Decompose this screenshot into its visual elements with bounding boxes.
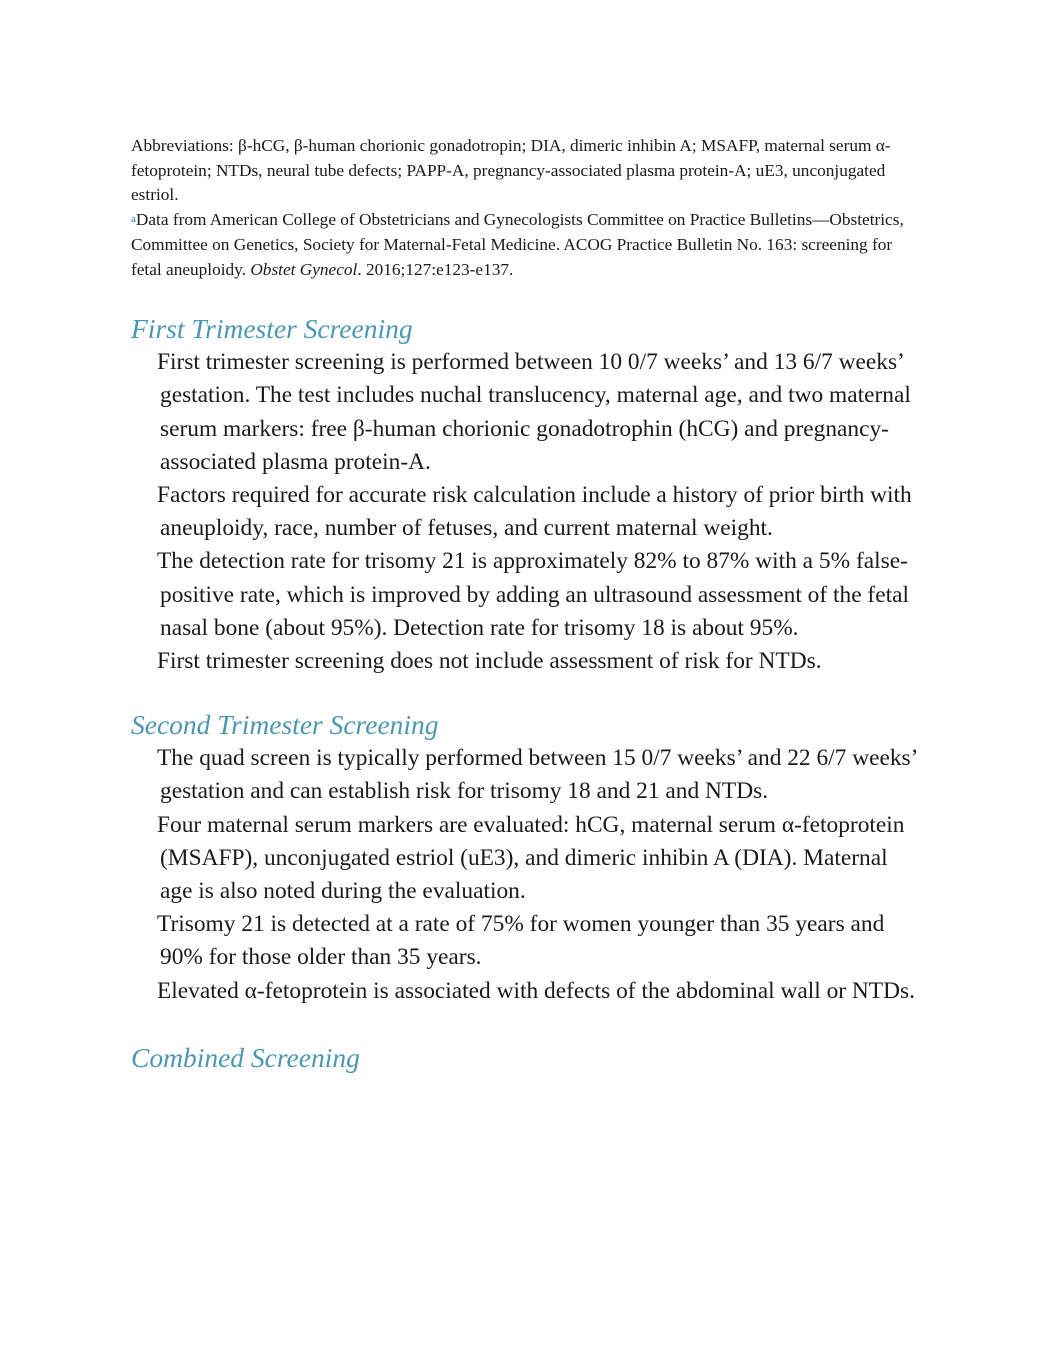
list-item: The detection rate for trisomy 21 is approximately 82% to 87% with a 5% false-positive rate, which is improved by adding an ultrasound assessment of the fetal nasal bone (about 95%). Detection rate for trisomy 18 is about 95%. xyxy=(157,548,909,641)
list-item: Trisomy 21 is detected at a rate of 75% for women younger than 35 years and 90% for those older than 35 years. xyxy=(157,911,885,971)
bullet-list xyxy=(131,346,921,678)
list-item: First trimester screening is performed between 10 0/7 weeks’ and 13 6/7 weeks’ gestation. The test includes nuchal translucency, maternal age, and two maternal serum markers: free β-human chorionic gonadotrophin (hCG) and pregnancy-associated plasma protein-A. xyxy=(157,349,911,475)
list-item: First trimester screening does not include assessment of risk for NTDs. xyxy=(157,648,822,675)
footnote-journal: Obstet Gynecol xyxy=(250,259,358,279)
section-combined xyxy=(131,1041,921,1075)
section-first-trimester xyxy=(131,312,921,678)
source-footnote xyxy=(131,208,921,282)
bullet-list xyxy=(131,742,921,1008)
abbreviations-note: Abbreviations: β-hCG, β-human chorionic gonadotropin; DIA, dimeric inhibin A; MSAFP, maternal serum α-fetoprotein; NTDs, neural tube defects; PAPP-A, pregnancy-associated plasma protein-A; uE3, unconjugated estriol. xyxy=(131,136,891,205)
list-item: The quad screen is typically performed between 15 0/7 weeks’ and 22 6/7 weeks’ gestation and can establish risk for trisomy 18 and 21 and NTDs. xyxy=(157,745,917,805)
footnote-citation: . 2016;127:e123-e137. xyxy=(357,259,514,279)
section-heading: Combined Screening xyxy=(131,1041,360,1073)
table-footnotes xyxy=(131,134,921,282)
document-page xyxy=(131,134,921,1075)
footnote-marker: a xyxy=(131,213,136,226)
section-second-trimester xyxy=(131,708,921,1008)
section-heading: First Trimester Screening xyxy=(131,313,413,345)
list-item: Four maternal serum markers are evaluated: hCG, maternal serum α-fetoprotein (MSAFP), unconjugated estriol (uE3), and dimeric inhibin A (DIA). Maternal age is also noted during the evaluation. xyxy=(157,811,905,905)
list-item: Factors required for accurate risk calculation include a history of prior birth with aneuploidy, race, number of fetuses, and current maternal weight. xyxy=(157,482,912,542)
section-heading: Second Trimester Screening xyxy=(131,709,439,741)
footnote-text: Data from American College of Obstetricians and Gynecologists Committee on Practice Bulletins—Obstetrics, Committee on Genetics, Society for Maternal-Fetal Medicine. ACOG Practice Bulletin No. 163: screening for fetal aneuploidy. xyxy=(131,210,904,279)
list-item: Elevated α-fetoprotein is associated with defects of the abdominal wall or NTDs. xyxy=(157,977,915,1004)
